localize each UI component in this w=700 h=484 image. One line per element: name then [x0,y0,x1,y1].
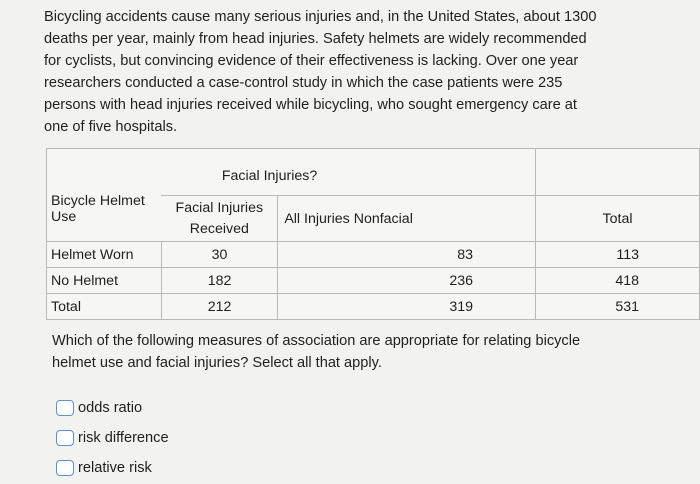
question-line: Which of the following measures of association are appropriate for relating bicycle [52,333,581,349]
checkbox-icon[interactable] [56,460,74,476]
cell-received: 30 [161,242,278,268]
cell-total: 531 [536,294,700,320]
contingency-table [46,148,700,320]
cell-total: 113 [536,242,700,268]
answer-options [56,393,169,483]
table-row [47,242,700,268]
col-header-received-line1: Facial Injuries [175,199,264,216]
col-header-total: Total [536,196,700,242]
intro-paragraph [44,6,644,138]
table-row [47,268,700,294]
cell-nonfacial: 236 [278,268,536,294]
intro-line: one of five hospitals. [44,119,178,135]
intro-line: for cyclists, but convincing evidence of their effectiveness is lacking. Over one year [44,53,579,69]
option-relative-risk[interactable] [56,453,169,483]
row-header: Bicycle Helmet Use [47,149,162,242]
table-row [47,294,700,320]
col-header-nonfacial: All Injuries Nonfacial [278,196,536,242]
option-risk-difference[interactable] [56,423,169,453]
col-header-received-line2: Received [189,220,249,237]
option-label: odds ratio [78,400,143,416]
row-label: Total [47,294,162,320]
cell-received: 182 [161,268,278,294]
group-header [221,149,536,196]
intro-line: deaths per year, mainly from head injuries. Safety helmets are widely recommended [44,31,587,47]
intro-line: Bicycling accidents cause many serious injuries and, in the United States, about 1300 [44,9,597,25]
checkbox-icon[interactable] [56,400,74,416]
col-header-received [161,196,278,242]
option-label: risk difference [78,430,169,446]
intro-line: researchers conducted a case-control study in which the case patients were 235 [44,75,563,91]
option-label: relative risk [78,460,152,476]
option-odds-ratio[interactable] [56,393,169,423]
cell-nonfacial: 83 [278,242,536,268]
cell-received: 212 [161,294,278,320]
checkbox-icon[interactable] [56,430,74,446]
intro-line: persons with head injuries received while bicycling, who sought emergency care at [44,97,577,113]
cell-total: 418 [536,268,700,294]
cell-nonfacial: 319 [278,294,536,320]
question-text [52,330,632,374]
group-header-text: Facial Injuries? [221,168,318,184]
question-line: helmet use and facial injuries? Select all that apply. [52,355,382,371]
row-label: Helmet Worn [47,242,162,268]
row-label: No Helmet [47,268,162,294]
